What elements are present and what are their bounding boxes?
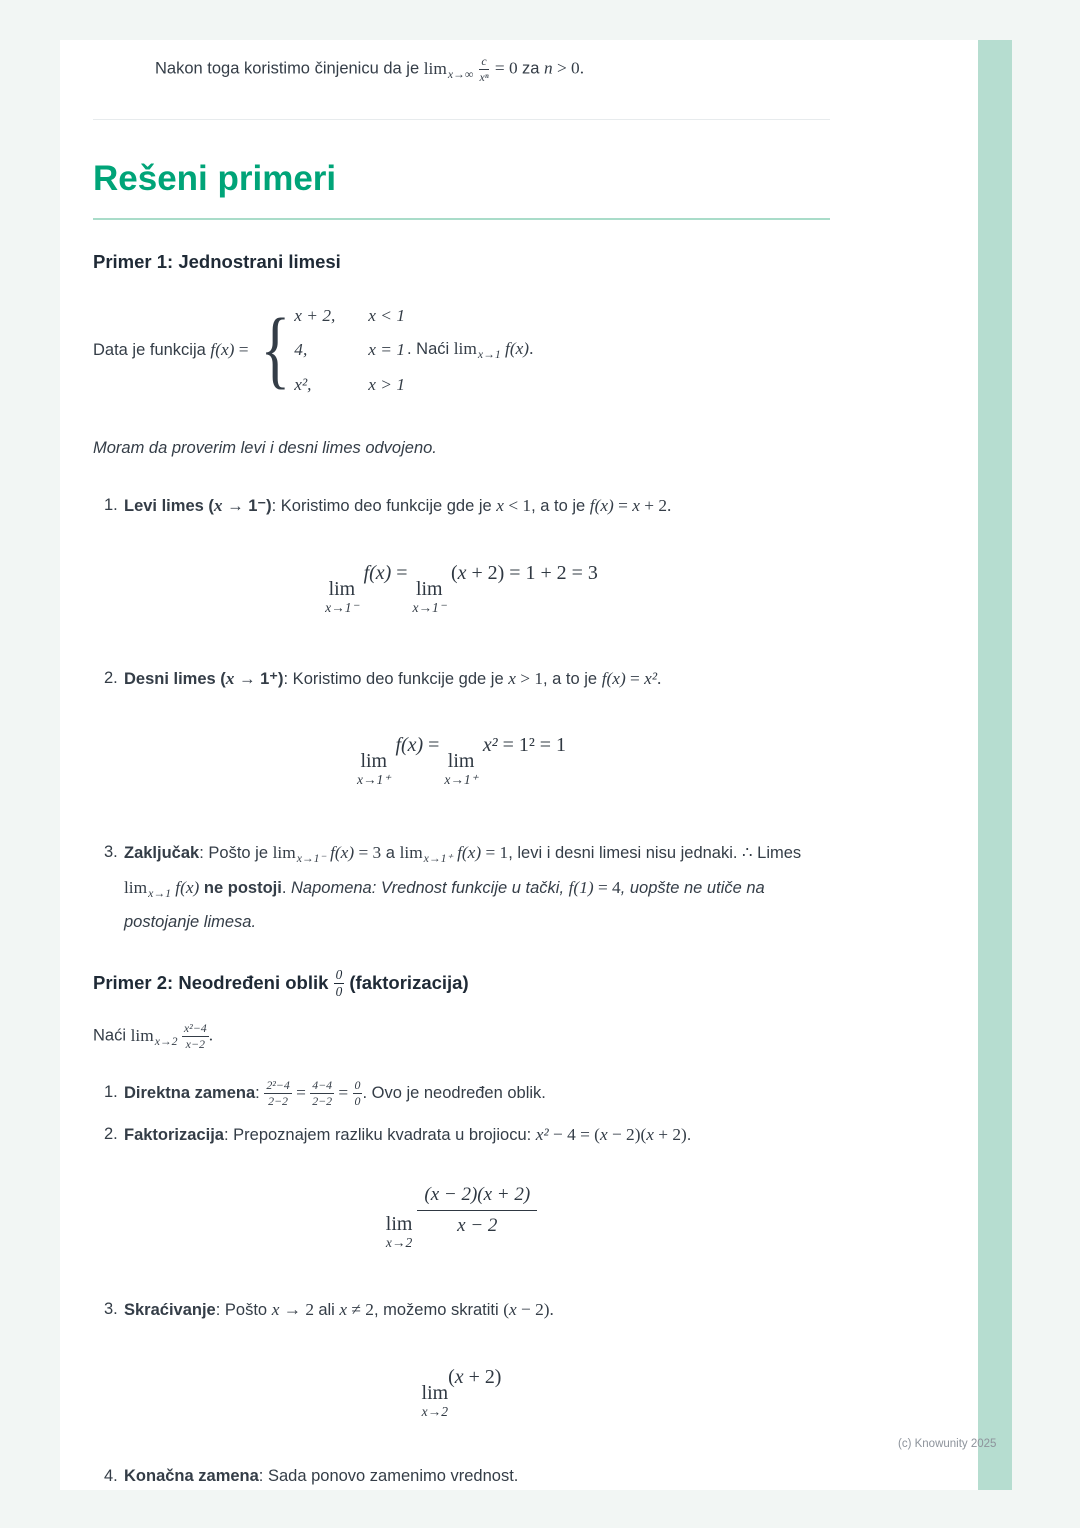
case-value: 4, [294,340,308,360]
text-run: ( [503,1300,509,1320]
copyright-footer: (c) Knowunity 2025 [898,1438,997,1450]
list-item [93,489,830,524]
text-run: = [625,668,645,688]
limit-notation: $\lim_{x\to 1^-}$ [272,843,326,866]
text-run: + 2) [653,1125,687,1145]
limit-notation: $\lim_{x\to\infty}$ [423,58,474,81]
limit-notation: $\lim_{x\to 1^+}$ [399,843,453,866]
example2-task [93,1021,830,1052]
text-run: Primer 2: Neodređeni oblik [93,971,334,993]
text-run: Data je funkcija [93,341,211,360]
text-run: Desni limes ( [124,669,226,688]
text-run: . [529,339,534,359]
text-run: x [457,561,467,584]
case-row [294,336,405,364]
fraction: $\frac{0}{0}$ [354,1077,361,1108]
document-content [93,54,830,1493]
italic-remark: Moram da proverim levi i desni limes odvojeno. [93,438,437,457]
text-run: = 0 [490,58,522,78]
limit-notation: $\lim_{x\to 1}$ [124,877,171,900]
text-run: x [213,496,223,516]
section-divider [93,119,830,120]
case-row [294,371,405,399]
text-run: : Prepoznajem razliku kvadrata u brojiocu: [223,1126,536,1145]
text-run: Nakon toga koristimo činjenicu da je [155,59,424,78]
text-run: , možemo skratiti [373,1301,504,1320]
text-run: x [454,1365,464,1388]
text-run: , levi i desni limesi nisu jednaki. ∴ Limes [508,844,802,863]
text-run: ( [445,561,458,584]
text-run: x² [644,668,658,688]
display-equation [93,558,830,616]
list-item [93,1118,830,1153]
list-text [124,662,830,697]
text-run: f(x) [210,340,235,360]
fraction: $\frac{\text{2²−4}}{2-2}$ [266,1077,290,1108]
list-text [124,1460,830,1493]
display-equation [93,1362,830,1420]
case-condition: x > 1 [368,375,405,395]
text-run: : Koristimo deo funkcije gde je [283,669,509,688]
list-item [93,1293,830,1328]
intro-paragraph [93,54,830,85]
list-text [124,836,830,938]
text-run: x [646,1125,654,1145]
limit-notation: lim x→2 [421,1381,449,1419]
limit-notation: lim x→1⁻ [412,577,446,615]
text-run: − 2). [516,1300,554,1320]
text-run: Zaključak [124,844,200,863]
list-number: 2. [104,668,118,687]
definition-lead [93,336,249,364]
text-run: . [208,1025,214,1045]
text-run: → 2 [279,1300,319,1320]
text-run: = 4 [593,877,621,897]
text-run: = 3 [354,843,382,863]
text-run: x [508,1300,517,1320]
text-run: , a to je [531,497,590,516]
text-run: = [391,561,413,584]
text-run: Faktorizacija [124,1126,224,1145]
text-run: n [543,58,553,78]
text-run: = [423,734,445,757]
text-run: x² [482,734,498,757]
text-run: = [291,1082,311,1102]
limit-notation: $\lim_{x\to 2}$ [130,1025,178,1048]
list-item [93,1460,830,1493]
list-number: 3. [104,1300,118,1319]
text-run: ≠ 2 [347,1300,374,1320]
text-run: : Pošto [215,1301,272,1320]
text-run: f(x) [601,668,626,688]
definition-tail [407,335,533,365]
list-text [124,1076,830,1111]
list-item [93,1076,830,1111]
text-run: Konačna zamena [124,1466,259,1485]
text-run: + 2. [639,496,672,516]
text-run: Levi limes ( [124,497,214,516]
page-title: Rešeni primeri [93,158,830,220]
text-run: , a to je [542,669,602,688]
text-run: f(1) [568,877,594,897]
text-run: = [334,1082,353,1102]
accent-stripe [978,40,1012,1490]
text-run: = [234,340,249,360]
text-run: (faktorizacija) [344,971,469,993]
limit-notation: lim x→1⁺ [357,750,391,788]
text-run: . Ovo je neodređen oblik. [362,1083,546,1102]
text-run: f(x) [363,561,392,584]
case-row [294,302,405,330]
list-number: 4. [104,1466,118,1485]
text-run: = [613,496,633,516]
fraction: $\frac{c}{\text{xⁿ}}$ [479,54,489,84]
list-item [93,836,830,938]
display-equation [93,730,830,788]
display-equation [93,1183,830,1251]
case-condition: x < 1 [368,305,405,325]
piecewise-cases [294,302,405,399]
text-run: = 1² = 1 [497,734,566,757]
text-run: → 1⁺) [234,669,284,688]
text-run: f(x) [395,734,424,757]
fraction: $\frac{\text{x²−4}}{x-2}$ [183,1020,207,1051]
text-run: x [599,1125,608,1145]
text-run: x [339,1300,348,1320]
text-run: x [496,496,504,516]
piecewise-brace: { [260,302,291,398]
text-run: . Naći [406,340,454,359]
text-run: . [686,1126,692,1145]
text-run: : Sada ponovo zamenimo vrednost. [258,1466,519,1485]
fraction: $\frac{(x - 2)(x + 2)}{x - 2}$ [417,1183,537,1238]
text-run: − 2)( [607,1125,647,1145]
text-run: + 2) = 1 + 2 = 3 [466,561,598,584]
text-run: . [281,878,292,897]
content-card [60,40,978,1490]
example1-heading: Primer 1: Jednostrani limesi [93,250,341,272]
text-run: x [225,668,235,688]
text-run: x² [535,1125,549,1145]
text-run: + 2) [463,1365,502,1388]
text-run: : Koristimo deo funkcije gde je [271,497,497,516]
list-text [124,1118,830,1153]
text-run: f(x) [457,843,482,863]
list-number: 3. [104,843,118,862]
limit-notation: lim x→2 [385,1213,413,1251]
fraction: $\frac{4-4}{2-2}$ [312,1077,333,1108]
case-value: x + 2, [294,305,336,325]
text-run: − 4 = ( [548,1125,600,1145]
text-run: za [521,59,544,78]
text-run: f(x) [505,339,530,359]
list-text [124,1293,830,1328]
text-run: , uopšte ne utiče na postojanje limesa. [124,878,765,931]
text-run: > 1 [515,668,543,688]
text-run: . [657,668,662,688]
text-run: ( [448,1365,455,1388]
text-run: f(x) [589,496,614,516]
text-run: Naći [93,1026,131,1045]
text-run: Napomena: Vrednost funkcije u tački, [291,878,569,897]
text-run: = 1 [481,843,509,863]
limit-notation: lim x→1⁺ [444,750,478,788]
text-run: x [508,668,516,688]
text-run: f(x) [175,877,200,897]
text-run: : Pošto je [199,844,273,863]
list-number: 1. [104,1082,118,1101]
list-number: 1. [104,496,118,515]
text-run: x [632,496,640,516]
fraction: $\frac{0}{0}$ [335,966,343,1000]
list-number: 2. [104,1125,118,1144]
text-run: > 0. [552,58,585,78]
text-run: ali [318,1301,340,1320]
text-run: x [271,1300,280,1320]
text-run: → 1⁻) [222,497,272,516]
text-run: a [381,844,400,863]
text-run: < 1 [503,496,532,516]
limit-notation: $\lim_{x\to 1}$ [453,339,501,362]
function-definition [93,302,830,399]
text-run: ne postoji [203,878,282,897]
text-run: : [255,1083,265,1102]
case-condition: x = 1 [368,340,405,360]
list-text [124,489,830,524]
example2-heading [93,967,830,1001]
case-value: x², [294,375,312,395]
list-item [93,662,830,697]
text-run: f(x) [330,843,355,863]
limit-notation: lim x→1⁻ [325,577,359,615]
text-run: Direktna zamena [124,1083,256,1102]
text-run: Skraćivanje [124,1301,216,1320]
